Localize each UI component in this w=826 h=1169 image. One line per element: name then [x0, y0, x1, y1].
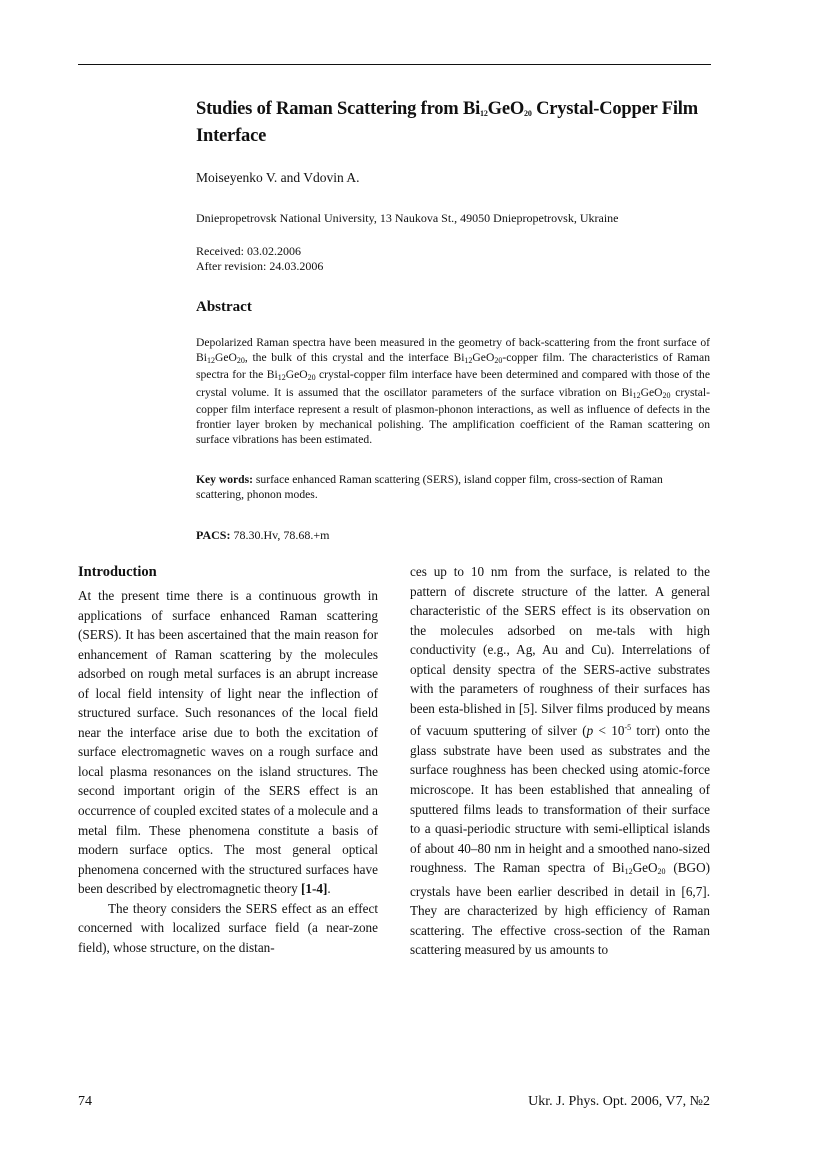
introduction-heading: Introduction [78, 564, 157, 580]
affiliation: Dniepropetrovsk National University, 13 Naukova St., 49050 Dniepropetrovsk, Ukraine [196, 211, 619, 225]
title-subscript: 20 [524, 109, 532, 118]
pacs-text: 78.30.Hv, 78.68.+m [230, 528, 330, 542]
abstract-text: Depolarized Raman spectra have been measured in the geometry of back-scattering from the front surface of $Bi_{12}GeO_{20}$, the bulk of this crystal and the interface $Bi_{12}GeO_{20}$-copper film. The characteristics of Raman spectra for the $Bi_{12}GeO_{20}$ crystal-copper film interface have been determined and compared with those of the crystal volume. It is assumed that the oscillator parameters of the surface vibration on $Bi_{12}GeO_{20}$ crystal-copper film interface represent a result of plasmon-phonon interactions, as well as influence of defects in the frontier layer broken by mechanical polishing. The amplification coefficient of the Raman scattering on surface vibrations has been estimated. [196, 336, 710, 446]
title-subscript: 12 [480, 109, 488, 118]
journal-citation: Ukr. J. Phys. Opt. 2006, V7, №2 [528, 1094, 710, 1109]
intro-paragraph-1: At the present time there is a continuous growth in applications of surface enhanced Raman scattering (SERS). It has been ascertained that the main reason for enhancement of Raman scattering by the molecules adsorbed on rough metal surfaces is an abrupt increase of local field intensity of light near the inflection of structured surface. Such resonances of the local field near the interface arise due to both the excitation of surface electromagnetic waves on a rough surface and local plasma resonances on the island structures. The second important origin of the SERS effect is an occurrence of coupled excited states of a molecule and a metal film. These phenomena constitute a basis of modern surface optics. The most general optical phenomena concerned with the structured surfaces have been described by electromagnetic theory [1-4]. [78, 588, 378, 897]
paper-title [196, 98, 716, 148]
reference-link: [1-4] [301, 881, 328, 897]
revised-date: After revision: 24.03.2006 [196, 259, 324, 273]
received-date: Received: 03.02.2006 [196, 244, 301, 258]
keywords-label: Key words: [196, 473, 253, 486]
page-number: 74 [78, 1094, 92, 1109]
pacs-label: PACS: [196, 528, 231, 542]
dates [196, 244, 323, 274]
authors: Moiseyenko V. and Vdovin A. [196, 170, 360, 185]
right-paragraph: ces up to 10 nm from the surface, is related to the pattern of discrete structure of the latter. A general characteristic of the SERS effect is its observation on the molecules adsorbed on me-tals with high conductivity (e.g., Ag, Au and Cu). Interrelations of optical density spectra of the SERS-active substrates with the parameters of roughness of their surfaces has been esta-blished in [5]. Silver films produced by means of vacuum sputtering of silver ($p < 10^{-5}$ torr) onto the glass substrate have been used as substrates and the surface roughness has been checked using atomic-force microscope. It has been established that annealing of sputtered films leads to transformation of their surface to a quasi-periodic structure with semi-elliptical islands of about 40–80 nm in height and a smoothed nano-sized roughness. The Raman spectra of $Bi_{12}GeO_{20}$ (BGO) crystals have been earlier described in detail in [6,7]. They are characterized by high efficiency of Raman scattering. The effective cross-section of the Raman scattering measured by us amounts to [410, 564, 710, 958]
paper-header [196, 98, 716, 148]
pacs [196, 528, 329, 543]
intro-paragraph-2: The theory considers the SERS effect as an effect concerned with localized surface field (a near-zone field), whose structure, on the distan- [78, 900, 378, 955]
abstract-heading: Abstract [196, 299, 252, 315]
top-rule [78, 64, 711, 65]
keywords-text: surface enhanced Raman scattering (SERS), island copper film, cross-section of Raman scattering, phonon modes. [196, 473, 663, 501]
title-part: GeO [487, 99, 525, 119]
right-column [410, 562, 710, 960]
title-part: Studies of Raman Scattering from Bi [196, 99, 481, 119]
title-part: Crystal-Copper Film Interface [196, 99, 698, 146]
left-column [78, 562, 378, 957]
keywords [196, 472, 710, 502]
